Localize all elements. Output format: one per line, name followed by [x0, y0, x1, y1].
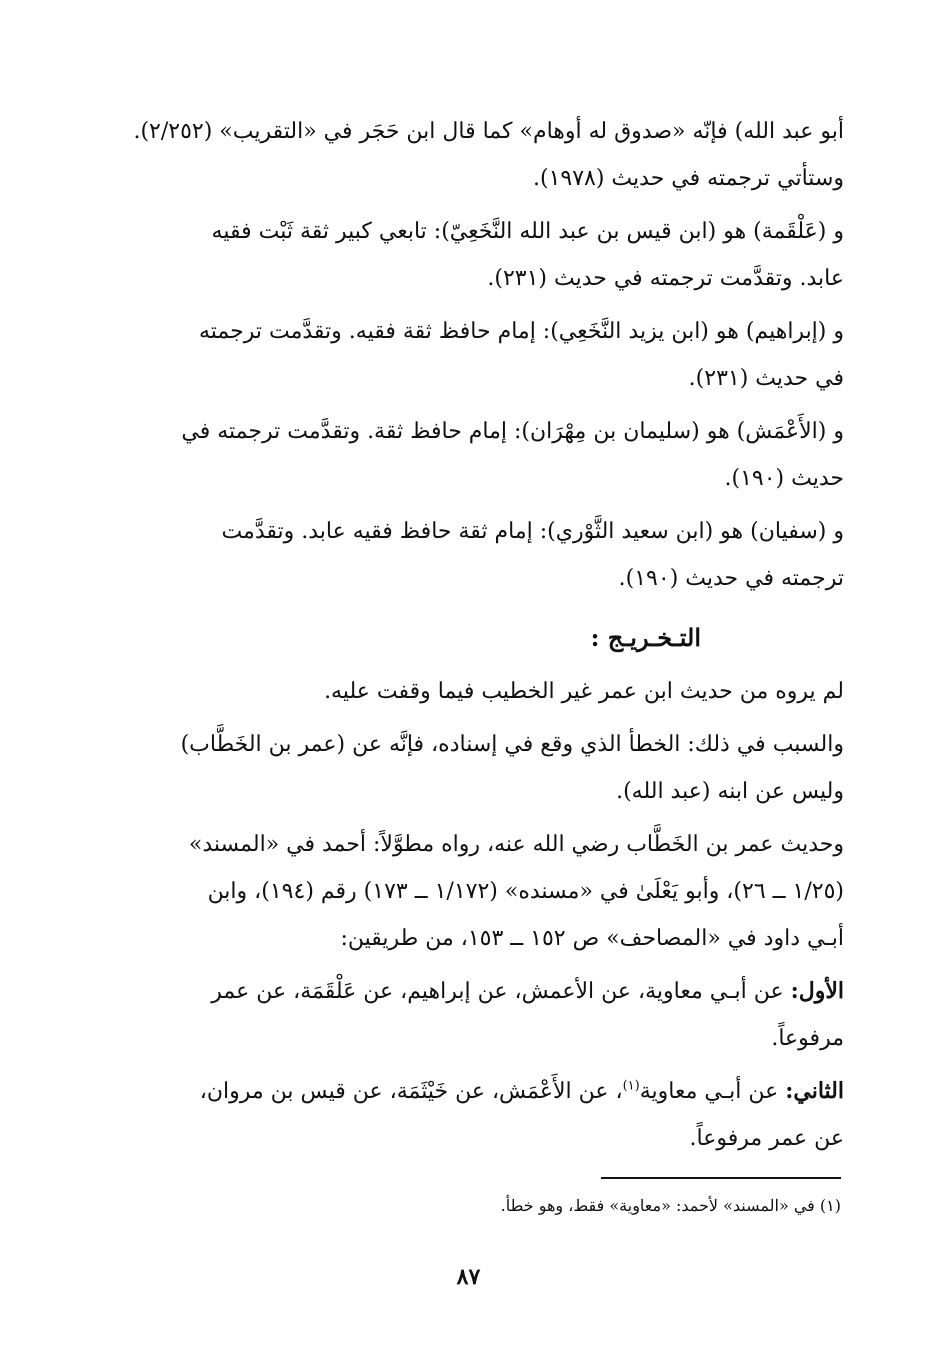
text-line: مرفوعاً. [771, 1026, 844, 1051]
text-line: و (سفيان) هو (ابن سعيد الثَّوْري): إمام ثقة حافظ فقيه عابد. وتقدَّمت [221, 519, 844, 544]
text-line: أبـي داود في «المصاحف» ص ١٥٢ ــ ١٥٣، من طريقين: [340, 926, 844, 951]
narrator-paragraph-abu-abdullah [92, 108, 844, 202]
takhrij-paragraph-3 [92, 821, 844, 962]
narrator-paragraph-sufyan [92, 508, 844, 602]
takhrij-route-second [92, 1068, 844, 1162]
text-line: و (عَلْقَمة) هو (ابن قيس بن عبد الله النَّخَعِيّ): تابعي كبير ثقة ثَبْت فقيه [211, 219, 844, 244]
text-line: وحديث عمر بن الخَطَّاب رضي الله عنه، رواه مطوَّلاً: أحمد في «المسند» [188, 832, 844, 857]
text-line: عن عمر مرفوعاً. [689, 1126, 844, 1151]
page-number: ٨٧ [456, 1264, 481, 1290]
route-label-second: الثاني: [785, 1078, 844, 1104]
takhrij-paragraph-2 [92, 721, 844, 815]
text-line: لم يروه من حديث ابن عمر غير الخطيب فيما وقفت عليه. [324, 679, 844, 704]
narrator-paragraph-alqama [92, 208, 844, 302]
narrator-paragraph-ibrahim [92, 308, 844, 402]
narrator-paragraph-amash [92, 408, 844, 502]
text-line [92, 1068, 844, 1115]
text-line: وستأتي ترجمته في حديث (١٩٧٨). [533, 166, 844, 191]
route-text: ، عن الأَعْمَش، عن خَيْثَمَة، عن قيس بن مروان، [199, 1079, 623, 1104]
text-line: (١/٢٥ ــ ٢٦)، وأبو يَعْلَىٰ في «مسنده» (١/١٧٢ ــ ١٧٣) رقم (١٩٤)، وابن [207, 879, 844, 904]
narrator-notes [92, 108, 844, 608]
text-line [92, 968, 844, 1015]
route-text: عن أبـي معاوية [639, 1079, 779, 1104]
text-line: وليس عن ابنه (عبد الله). [616, 779, 844, 804]
takhrij-paragraph-1 [92, 668, 844, 715]
text-line: حديث (١٩٠). [724, 466, 844, 491]
text-line: والسبب في ذلك: الخطأ الذي وقع في إسناده، فإنَّه عن (عمر بن الخَطَّاب) [180, 732, 844, 757]
text-line: عابد. وتقدَّمت ترجمته في حديث (٢٣١). [487, 266, 844, 291]
text-line: ترجمته في حديث (١٩٠). [618, 566, 844, 591]
route-label-first: الأول: [790, 978, 844, 1004]
takhrij-heading: التـخـريـج : [590, 623, 701, 652]
footnote: (١) في «المسند» لأحمد: «معاوية» فقط، وهو خطأ. [500, 1196, 841, 1215]
text-line: أبو عبد الله) فإنّه «صدوق له أوهام» كما قال ابن حَجَر في «التقريب» (٢/٢٥٢). [133, 119, 844, 144]
footnote-divider [601, 1177, 841, 1179]
takhrij-section [92, 668, 844, 1168]
route-text: عن أبـي معاوية، عن الأعمش، عن إبراهيم، عن عَلْقَمَة، عن عمر [211, 979, 784, 1004]
takhrij-route-first [92, 968, 844, 1062]
text-line: في حديث (٢٣١). [688, 366, 844, 391]
text-line: و (إبراهيم) هو (ابن يزيد النَّخَعِي): إمام حافظ ثقة فقيه. وتقدَّمت ترجمته [198, 319, 844, 344]
text-line: و (الأَعْمَش) هو (سليمان بن مِهْرَان): إمام حافظ ثقة. وتقدَّمت ترجمته في [181, 419, 844, 444]
footnote-marker[interactable]: (١) [622, 1078, 640, 1094]
